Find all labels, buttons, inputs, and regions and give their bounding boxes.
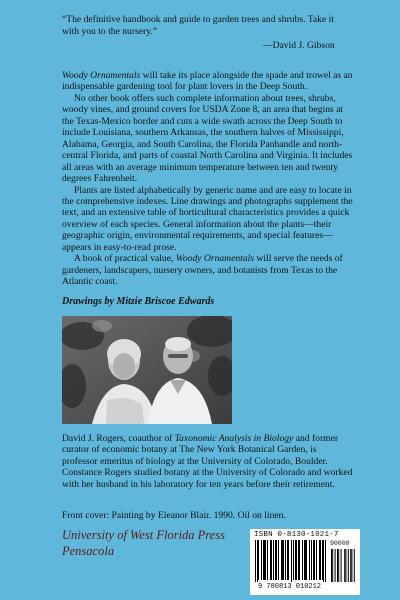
author-bio <box>62 433 354 490</box>
description-paragraph-1 <box>62 70 354 93</box>
description <box>62 70 354 288</box>
paragraph-1-text: will take its place alongside the spade and trowel as an indispensable gardening tool for plant lovers in the Deep South. <box>62 70 353 93</box>
barcode-panel <box>250 529 360 595</box>
paragraph-4-start: A book of practical value, <box>74 253 176 265</box>
quote-attribution: —David J. Gibson <box>263 40 335 51</box>
addon-digits: 90000 <box>330 540 350 547</box>
author-photo <box>62 316 232 424</box>
drawings-credit: Drawings by Mitzie Briscoe Edwards <box>62 296 215 307</box>
bio-book-title: Taxonomic Analysis in Biology <box>174 433 294 444</box>
front-cover-credit: Front cover: Painting by Eleanor Blair. 1990. Oil on linen. <box>62 510 286 521</box>
description-paragraph-3: Plants are listed alphabetically by generic name and are easy to locate in the comprehensive indexes. Line drawings and photographs supplement the text, and an extensive table of horticultural characteristics provides a quick overview of each species. General information about the plants—their geographic origin, environmental requirements, and special features—appears in easy-to-read prose. <box>62 184 353 253</box>
isbn-label: ISBN 0-8130-1021-7 <box>254 531 339 539</box>
paragraph-4-text: will serve the needs of gardeners, landscapers, nursery owners, and botanists from Texas to the Atlantic coast. <box>62 253 343 288</box>
book-title: Woody Ornamentals <box>62 70 141 81</box>
ean-digits: 9 780813 010212 <box>258 583 322 591</box>
publisher <box>62 527 225 559</box>
bio-start: David J. Rogers, coauthor of <box>62 433 175 444</box>
bio-text: and former curator of economic botany at The New York Botanical Garden, is professor emeritus of biology at the University of Colorado, Boulder. Constance Rogers studied botany at the University of Colorado and worked with her husband in his laboratory for ten years before their retirement. <box>62 433 353 490</box>
publisher-name: University of West Florida Press <box>62 528 225 542</box>
review-quote: “The definitive handbook and guide to garden trees and shrubs. Take it with you to the nursery.” <box>62 14 334 37</box>
book-title: Woody Ornamentals <box>175 253 255 265</box>
publisher-city: Pensacola <box>62 544 115 558</box>
description-paragraph-2: No other book offers such complete information about trees, shrubs, woody vines, and ground covers for USDA Zone 8, an area that begins at the Texas-Mexico border and cuts a wide swath across the Deep South to include Louisiana, southern Arkansas, the southern halves of Mississippi, Alabama, Georgia, and South Carolina, the Florida Panhandle and north-central Florida, and parts of coastal North Carolina and Virginia. It includes all areas with an average minimum temperature between ten and twenty degrees Fahrenheit. <box>62 92 353 185</box>
description-paragraph-4 <box>62 253 354 287</box>
